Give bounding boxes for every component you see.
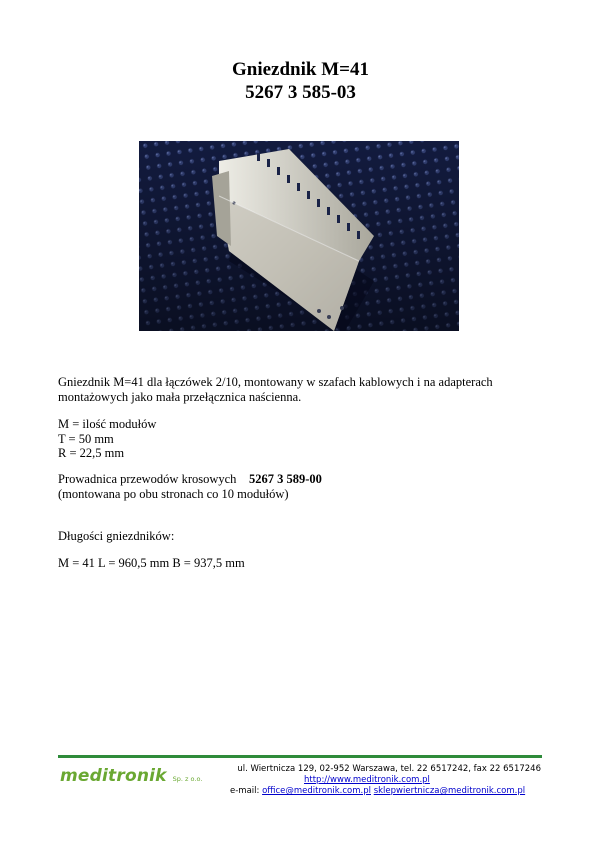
logo-suffix: Sp. z o.o. — [172, 775, 203, 783]
logo-text: meditronik — [60, 766, 167, 786]
spec-t: T = 50 mm — [58, 432, 114, 446]
email-label: e-mail: — [230, 786, 260, 796]
accessory-line — [58, 472, 322, 487]
email-shop-link[interactable]: sklepwiertnicza@meditronik.com.pl — [373, 786, 526, 796]
spec-r: R = 22,5 mm — [58, 446, 125, 460]
email-office-link[interactable]: office@meditronik.com.pl — [262, 786, 371, 796]
company-logo — [60, 766, 202, 788]
footer-address: ul. Wiertnicza 129, 02-952 Warszawa, tel. 22 6517242, fax 22 6517246 — [237, 764, 541, 774]
website-link[interactable]: http://www.meditronik.com.pl — [304, 775, 430, 785]
footer-divider — [58, 755, 542, 758]
spec-m: M = ilość modułów — [58, 417, 157, 431]
footer-website-link[interactable] — [304, 775, 430, 786]
lengths-row: M = 41 L = 960,5 mm B = 937,5 mm — [58, 556, 245, 570]
accessory-label: Prowadnica przewodów krosowych — [58, 472, 237, 486]
description-line1: Gniezdnik M=41 dla łączówek 2/10, montowany w szafach kablowych i na adapterach — [58, 375, 493, 389]
footer-email-line — [230, 786, 525, 797]
accessory-code: 5267 3 589-00 — [248, 472, 322, 486]
description-line2: montażowych jako mała przełącznica naścienna. — [58, 390, 302, 404]
page-title-line1: Gniezdnik M=41 — [232, 59, 369, 80]
accessory-note: (montowana po obu stronach co 10 modułów) — [58, 487, 289, 501]
product-photo — [139, 141, 459, 331]
lengths-heading: Długości gniezdników: — [58, 529, 175, 543]
page-title-line2: 5267 3 585-03 — [245, 82, 356, 103]
